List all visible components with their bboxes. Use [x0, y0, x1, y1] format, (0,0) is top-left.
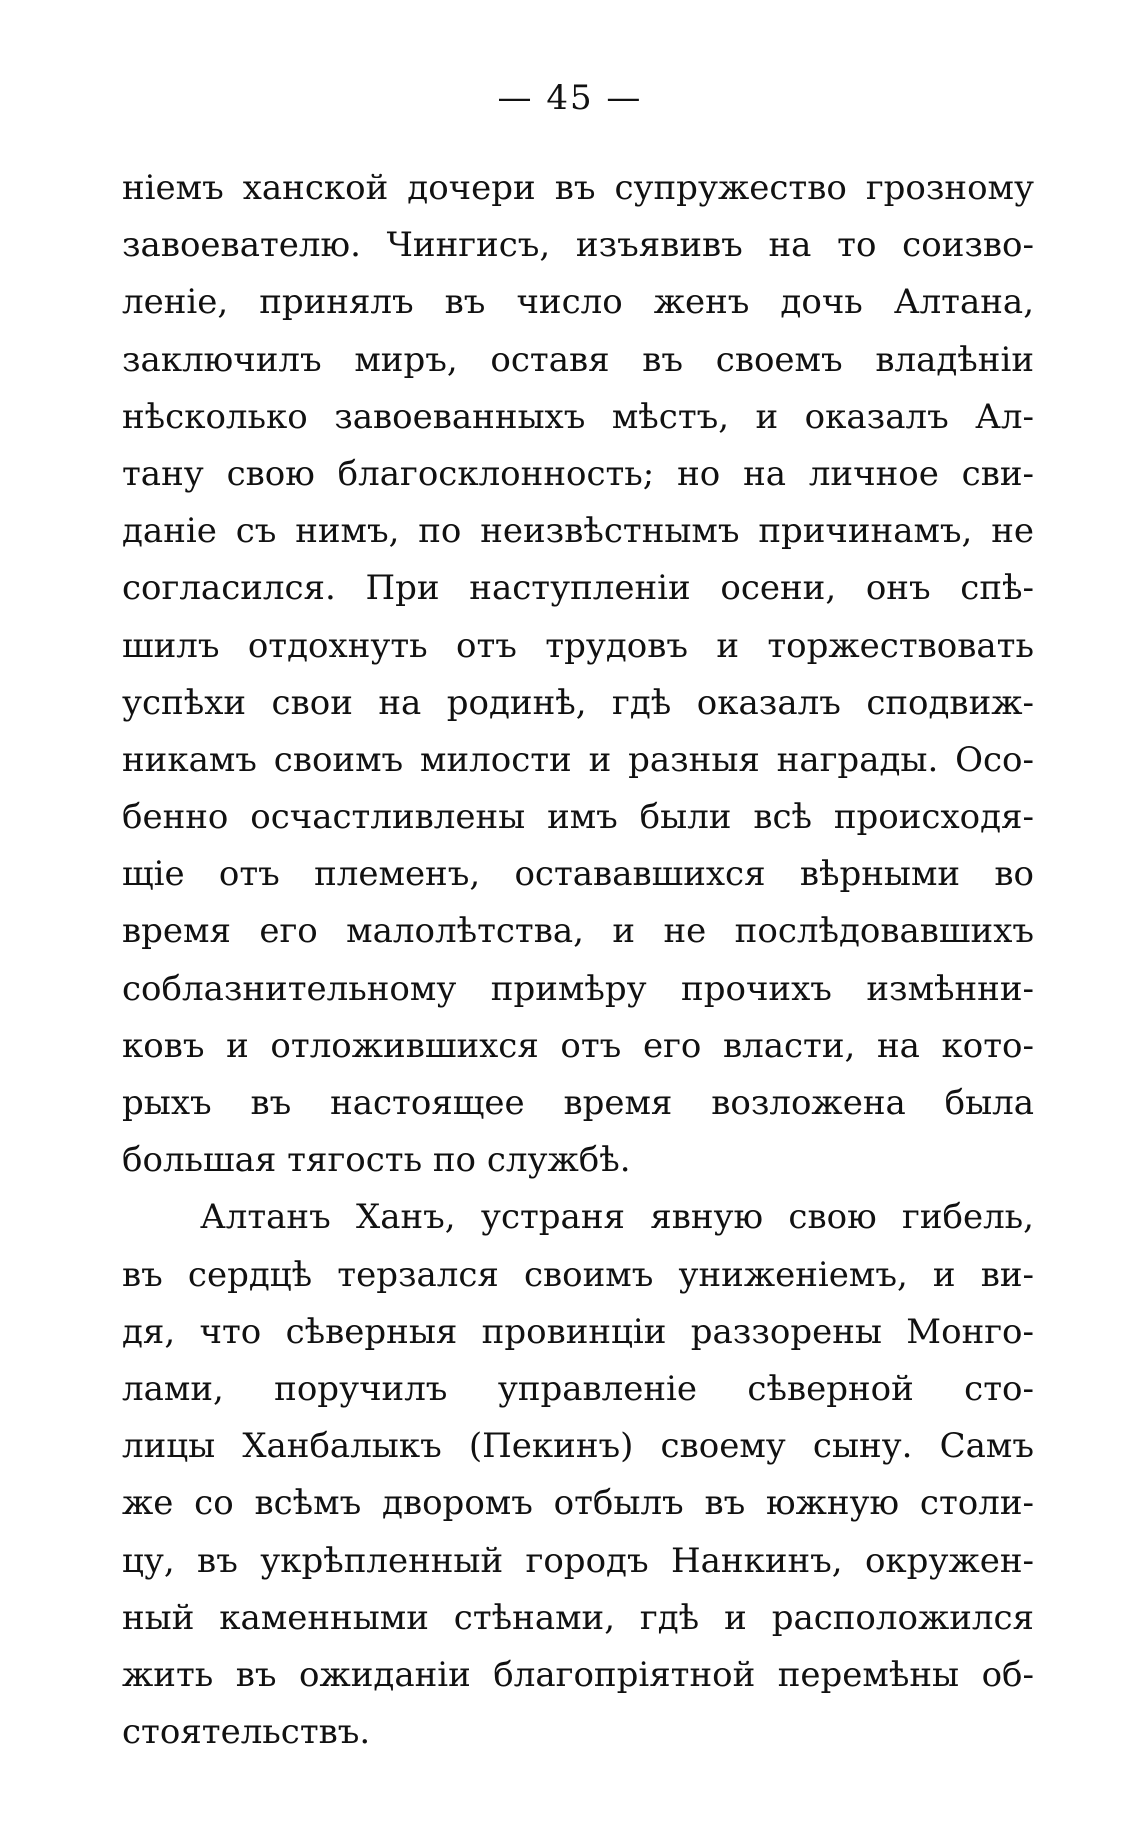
text-line: въ сердцѣ терзался своимъ униженіемъ, и ви-	[122, 1254, 1034, 1295]
text-line: рыхъ въ настоящее время возложена была	[122, 1083, 1034, 1123]
text-line: заключилъ миръ, оставя въ своемъ владѣніи	[122, 339, 1034, 380]
text-line: успѣхи свои на родинѣ, гдѣ оказалъ сподвиж-	[122, 682, 1034, 723]
text-line: ніемъ ханской дочери въ супружество грозному	[122, 168, 1034, 208]
text-line: шилъ отдохнуть отъ трудовъ и торжествовать	[122, 625, 1034, 666]
text-line: тану свою благосклонность; но на личное сви-	[122, 453, 1034, 494]
text-line: лицы Ханбалыкъ (Пекинъ) своему сыну. Самъ	[122, 1426, 1034, 1467]
text-line: время его малолѣтства, и не послѣдовавшихъ	[122, 911, 1034, 952]
body-text	[122, 160, 1034, 1761]
text-line: большая тягость по службѣ.	[122, 1140, 631, 1181]
text-line: леніе, принялъ въ число женъ дочь Алтана,	[122, 282, 1034, 323]
text-line: лами, поручилъ управленіе сѣверной сто-	[122, 1368, 1034, 1409]
text-line: щіе отъ племенъ, остававшихся вѣрными во	[122, 854, 1034, 895]
paragraph	[122, 1189, 1034, 1761]
text-line: нѣсколько завоеванныхъ мѣстъ, и оказалъ Ал-	[122, 396, 1034, 437]
text-line: же со всѣмъ дворомъ отбылъ въ южную столи-	[122, 1483, 1034, 1524]
text-line: соблазнительному примѣру прочихъ измѣнни-	[122, 968, 1034, 1009]
text-line: завоевателю. Чингисъ, изъявивъ на то соизво-	[122, 225, 1034, 266]
text-line: ковъ и отложившихся отъ его власти, на кото-	[122, 1025, 1034, 1066]
page-number: — 45 —	[497, 78, 643, 118]
text-line: никамъ своимъ милости и разныя награды. Осо-	[122, 739, 1034, 780]
text-line: бенно осчастливлены имъ были всѣ происходя-	[122, 797, 1034, 838]
text-line: цу, въ укрѣпленный городъ Нанкинъ, окружен-	[122, 1540, 1034, 1581]
text-line: согласился. При наступленіи осени, онъ спѣ-	[122, 568, 1034, 609]
text-line: ный каменными стѣнами, гдѣ и расположился	[122, 1597, 1034, 1638]
text-line: жить въ ожиданіи благопріятной перемѣны об-	[122, 1654, 1034, 1695]
text-line: дя, что сѣверныя провинціи раззорены Монго-	[122, 1311, 1034, 1352]
text-line: Алтанъ Ханъ, устраня явную свою гибель,	[200, 1197, 1034, 1238]
paragraph	[122, 160, 1034, 1189]
text-line: стоятельствъ.	[122, 1712, 371, 1753]
text-line: даніе съ нимъ, по неизвѣстнымъ причинамъ, не	[122, 511, 1034, 552]
